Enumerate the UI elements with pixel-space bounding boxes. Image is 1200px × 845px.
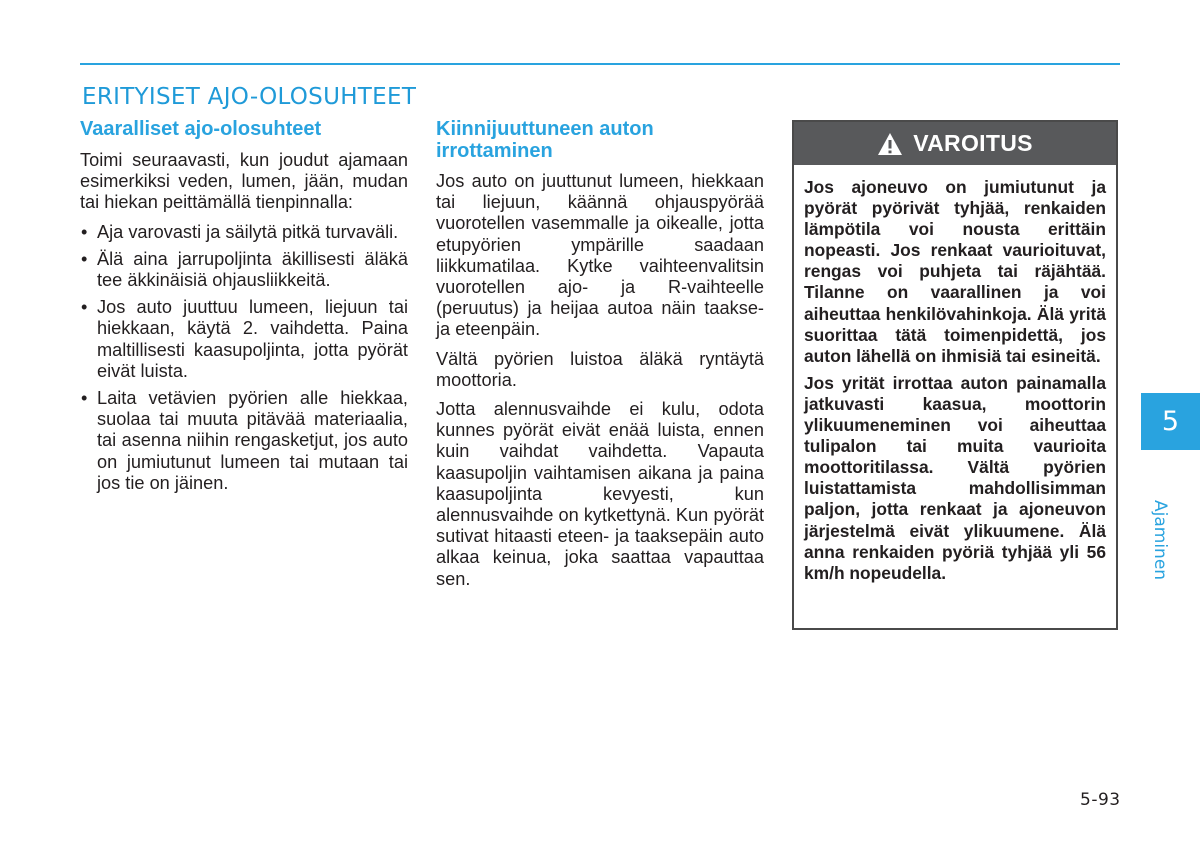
warning-triangle-icon	[877, 132, 903, 156]
list-item	[80, 297, 408, 382]
warning-paragraph: Jos ajoneuvo on jumiutunut ja pyörät pyörivät tyhjää, renkaiden lämpötila voi nousta erittäin nopeasti. Jos renkaat vaurioituvat, rengas voi puhjeta tai räjähtää. Tilanne on vaarallinen ja voi aiheuttaa henkilövahinkoja. Älä yritä suorittaa tätä toimenpidettä, jos auton lähellä on ihmisiä tai esineitä.	[804, 177, 1106, 366]
warning-box	[792, 120, 1118, 630]
warning-title: VAROITUS	[913, 130, 1033, 156]
page-number: 5-93	[1080, 790, 1121, 810]
chapter-label: Ajaminen	[1150, 500, 1170, 581]
bullet-icon: •	[81, 297, 88, 318]
list-item	[80, 388, 408, 494]
heading-dangerous-conditions: Vaaralliset ajo-olosuhteet	[80, 118, 322, 140]
column-freeing-stuck-car	[436, 118, 764, 598]
heading-freeing-stuck-car: Kiinnijuuttuneen auton irrottaminen	[436, 118, 654, 162]
bullet-icon: •	[81, 221, 88, 242]
bullet-list	[80, 222, 408, 494]
warning-paragraph: Jos yrität irrottaa auton painamalla jatkuvasti kaasua, moottorin ylikuumeneminen voi aiheuttaa tulipalon tai muita vaurioita moottoritilassa. Vältä pyörien luistattamista mahdollisimman paljon, jotta renkaat ja ajoneuvon järjestelmä eivät ylikuumene. Älä anna renkaiden pyöriä tyhjää yli 56 km/h nopeudella.	[804, 372, 1106, 583]
intro-paragraph: Toimi seuraavasti, kun joudut ajamaan esimerkiksi veden, lumen, jään, mudan tai hiekan peittämällä tienpinnalla:	[80, 150, 408, 213]
paragraph: Jotta alennusvaihde ei kulu, odota kunnes pyörät eivät enää luista, ennen kuin vaihdat vaihdetta. Vapauta kaasupoljin vaihtamisen aikana ja paina kaasupoljinta kevyesti, kun alennusvaihde on kytkettynä. Kun pyörät sutivat hitaasti eteen- ja taaksepäin auto alkaa keinua, joka saattaa vapauttaa sen.	[436, 399, 764, 589]
bullet-icon: •	[81, 388, 88, 409]
column-dangerous-conditions	[80, 118, 408, 500]
warning-body	[794, 165, 1116, 584]
list-item	[80, 249, 408, 291]
list-item-text: Älä aina jarrupoljinta äkillisesti äläkä tee äkkinäisiä ohjausliikkeitä.	[97, 248, 408, 291]
section-title: ERITYISET AJO-OLOSUHTEET	[82, 84, 417, 110]
list-item-text: Laita vetävien pyörien alle hiekkaa, suolaa tai muuta pitävää materiaalia, tai asenna niihin rengasketjut, jos auto on jumiutunut lumeen tai mutaan tai jos tie on jäinen.	[97, 388, 408, 493]
top-rule	[80, 63, 1120, 65]
list-item-text: Jos auto juuttuu lumeen, liejuun tai hiekkaan, käytä 2. vaihdetta. Paina maltillisesti kaasupoljinta, jotta pyörät eivät luista.	[97, 297, 408, 381]
list-item-text: Aja varovasti ja säilytä pitkä turvaväli.	[97, 221, 399, 242]
list-item	[80, 222, 408, 243]
warning-header	[794, 122, 1116, 165]
paragraph: Vältä pyörien luistoa äläkä ryntäytä moottoria.	[436, 348, 764, 390]
paragraph: Jos auto on juuttunut lumeen, hiekkaan tai liejuun, käännä ohjauspyörää vuorotellen vasemmalle ja oikealle, jotta etupyörien ympärille saadaan liikkumatilaa. Kytke vaihteenvalitsin vuorotellen ajo- ja R-vaihteelle (peruutus) ja heijaa autoa näin taakse- ja eteenpäin.	[436, 171, 764, 340]
bullet-icon: •	[81, 248, 88, 269]
chapter-number-tab: 5	[1141, 393, 1200, 450]
